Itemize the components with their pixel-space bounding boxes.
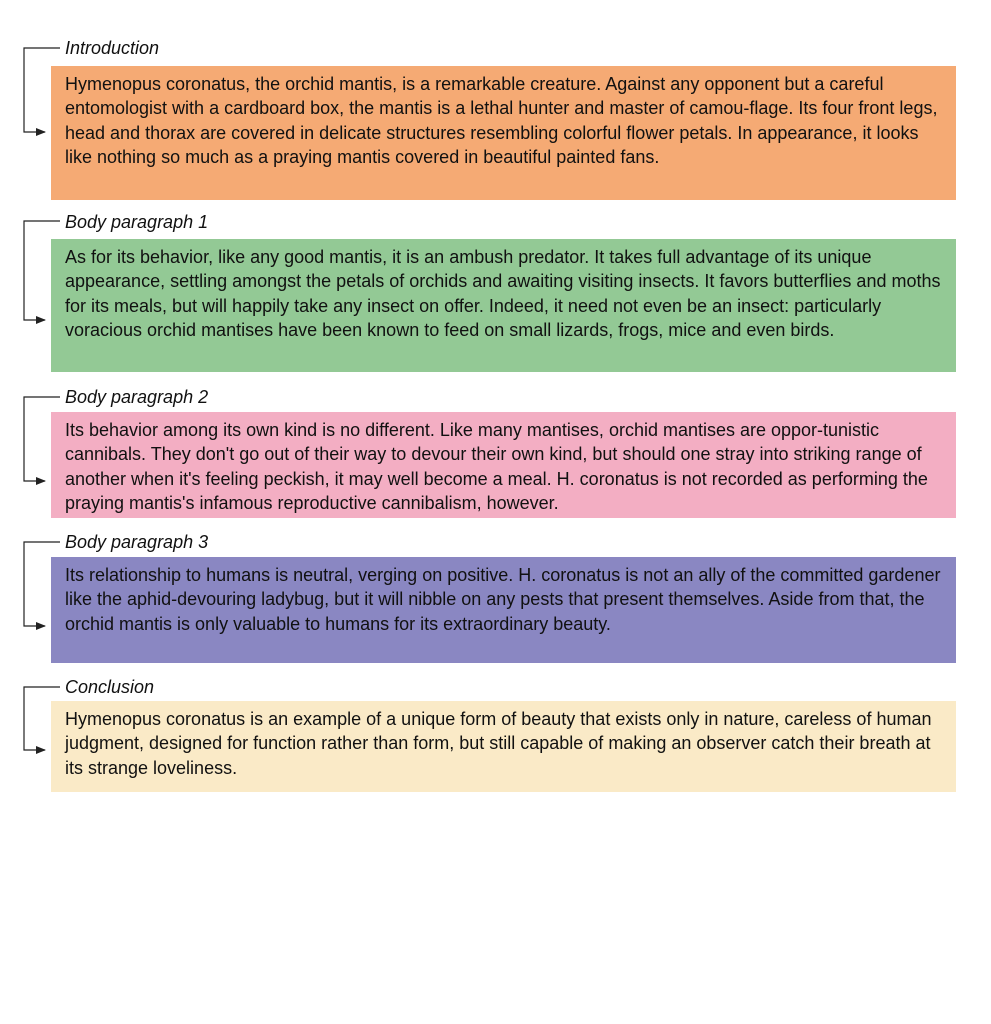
box-introduction — [51, 66, 956, 200]
box-conclusion — [51, 701, 956, 792]
label-body-paragraph-2: Body paragraph 2 — [65, 387, 209, 407]
box-body-paragraph-1 — [51, 239, 956, 372]
text-conclusion: Hymenopus coronatus is an example of a unique form of beauty that exists only in nature, careless of human judgment, designed for function rather than form, but still capable of making an observer catch their breath at its strange loveliness. — [65, 709, 932, 778]
box-body-paragraph-3 — [51, 557, 956, 663]
text-body-paragraph-1: As for its behavior, like any good mantis, it is an ambush predator. It takes full advantage of its unique appearance, settling amongst the petals of orchids and awaiting visiting insects. It favors butterflies and moths for its meals, but will happily take any insect on offer. Indeed, it need not even be an insect: particularly voracious orchid mantises have been known to feed on small lizards, frogs, mice and even birds. — [65, 247, 941, 340]
box-body-paragraph-2 — [51, 412, 956, 518]
label-body-paragraph-3: Body paragraph 3 — [65, 532, 209, 552]
label-introduction: Introduction — [65, 38, 160, 58]
text-body-paragraph-3: Its relationship to humans is neutral, verging on positive. H. coronatus is not an ally of the committed gardener like the aphid-devouring ladybug, but it will nibble on any pests that present themselves. Aside from that, the orchid mantis is only valuable to humans for its extraordinary beauty. — [65, 565, 941, 634]
label-conclusion: Conclusion — [65, 677, 155, 697]
label-body-paragraph-1: Body paragraph 1 — [65, 212, 209, 232]
text-body-paragraph-2: Its behavior among its own kind is no different. Like many mantises, orchid mantises are oppor-tunistic cannibals. They don't go out of their way to devour their own kind, but should one stray into striking range of another when it's feeling peckish, it may well become a meal. H. coronatus is not recorded as performing the praying mantis's infamous reproductive cannibalism, however. — [65, 420, 928, 513]
text-introduction: Hymenopus coronatus, the orchid mantis, is a remarkable creature. Against any opponent but a careful entomologist with a cardboard box, the mantis is a lethal hunter and master of camou-flage. Its four front legs, head and thorax are covered in delicate structures resembling colorful flower petals. In appearance, it looks like nothing so much as a praying mantis covered in beautiful painted fans. — [65, 74, 938, 167]
